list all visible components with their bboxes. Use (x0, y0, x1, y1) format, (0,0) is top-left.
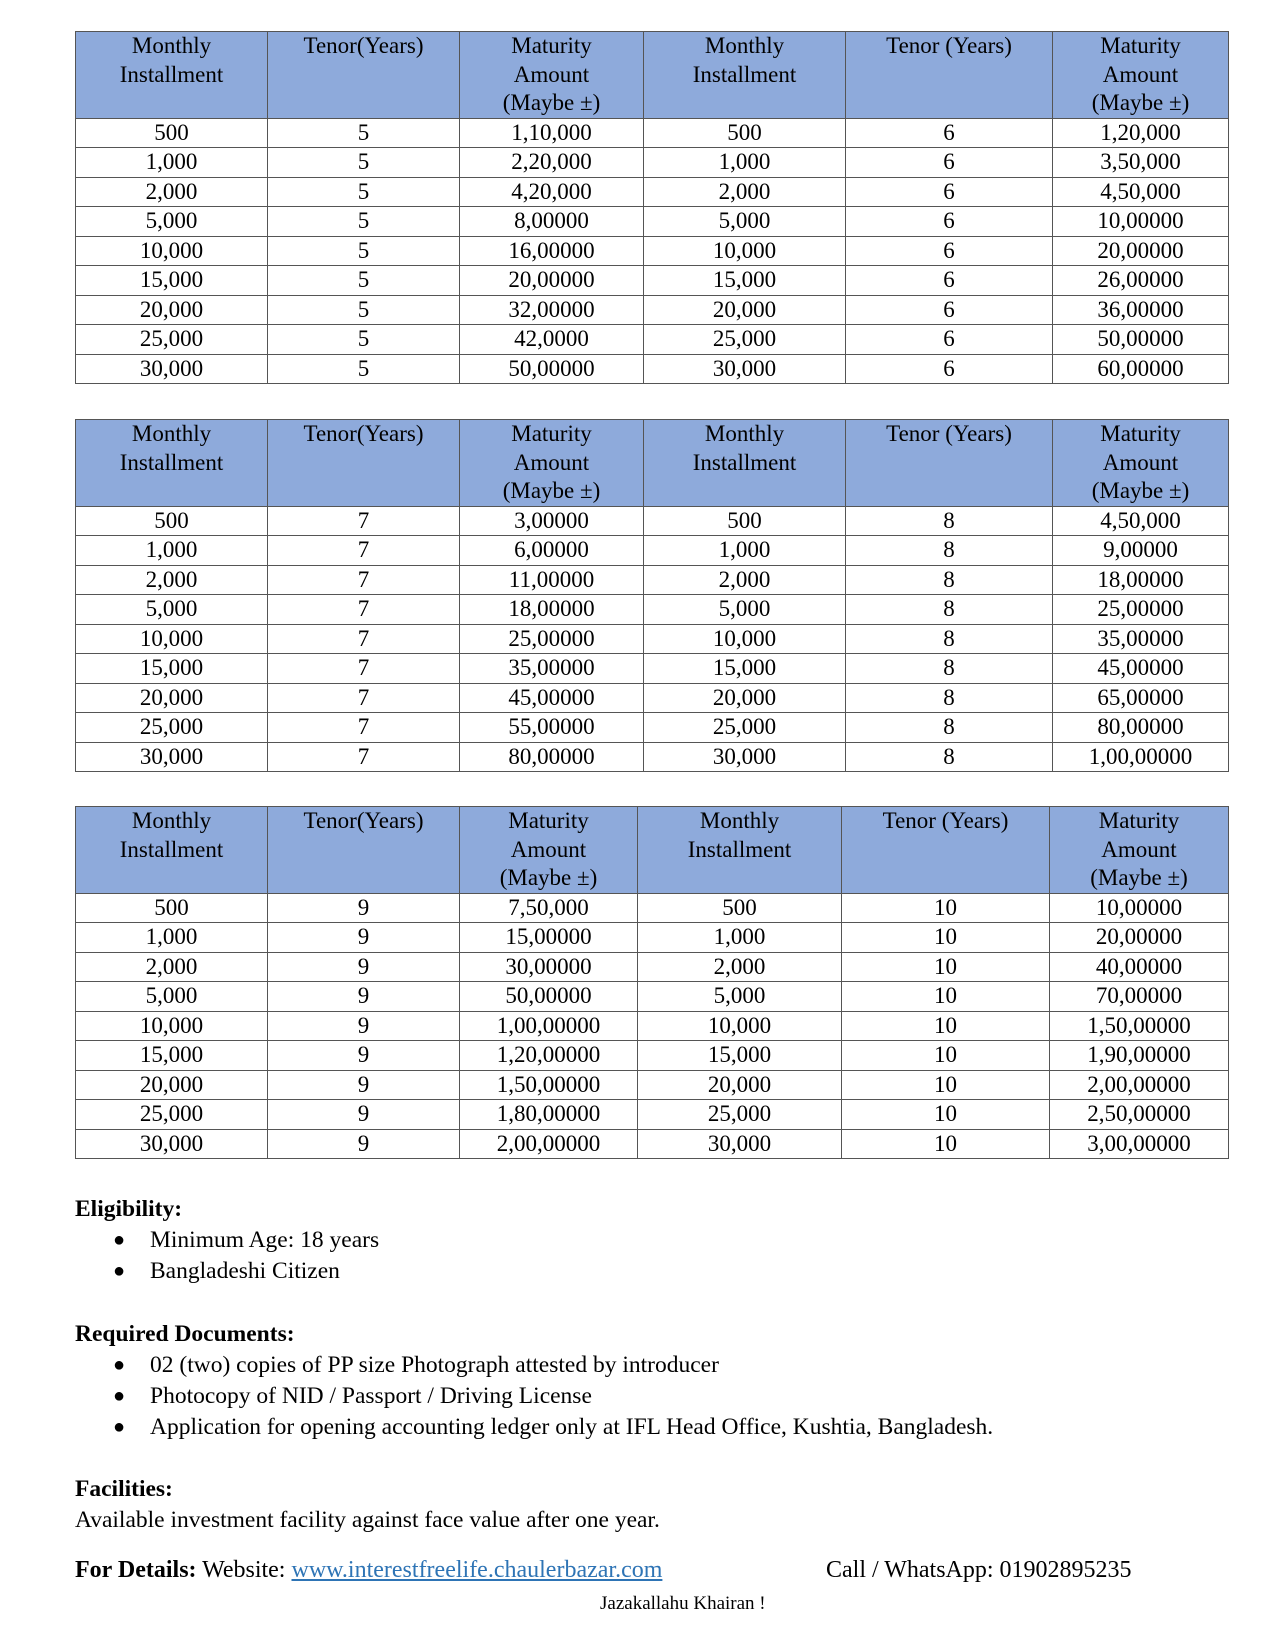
col-header-tenor: Tenor(Years) (268, 420, 460, 507)
table-cell: 10 (842, 952, 1050, 982)
table-cell: 2,000 (76, 952, 268, 982)
table-cell: 9 (268, 1070, 460, 1100)
table-cell: 5 (268, 325, 460, 355)
table-row (76, 683, 1229, 713)
table-cell: 9 (268, 982, 460, 1012)
table-cell: 6 (846, 148, 1053, 178)
table-cell: 3,00000 (460, 506, 644, 536)
table-cell: 2,000 (76, 177, 268, 207)
table-cell: 9,00000 (1053, 536, 1229, 566)
table-row (76, 982, 1229, 1012)
contact-details (75, 1554, 1225, 1586)
table-cell: 8 (846, 506, 1053, 536)
table-cell: 500 (644, 506, 846, 536)
closing-greeting: Jazakallahu Khairan ! (600, 1593, 766, 1614)
list-item (75, 1381, 993, 1412)
list-item (75, 1225, 379, 1256)
table-cell: 30,00000 (460, 952, 638, 982)
table-cell: 2,20,000 (460, 148, 644, 178)
table-cell: 1,000 (76, 148, 268, 178)
table-cell: 2,00,00000 (460, 1129, 638, 1159)
col-header-tenor: Tenor (Years) (846, 32, 1053, 119)
table-row (76, 207, 1229, 237)
col-header-maturity-amount: Maturity Amount (Maybe ±) (1053, 32, 1229, 119)
table-cell: 15,000 (644, 654, 846, 684)
table-row (76, 565, 1229, 595)
table-cell: 25,000 (644, 713, 846, 743)
table-cell: 5,000 (76, 595, 268, 625)
table-cell: 500 (76, 893, 268, 923)
table-cell: 6 (846, 266, 1053, 296)
table-cell: 10,000 (76, 624, 268, 654)
table-cell: 9 (268, 1041, 460, 1071)
maturity-table-5-6-years (75, 31, 1229, 384)
table-header-row (76, 807, 1229, 894)
table-cell: 5 (268, 295, 460, 325)
table-cell: 2,000 (644, 177, 846, 207)
table-cell: 7 (268, 536, 460, 566)
table-cell: 10,000 (644, 236, 846, 266)
table-cell: 1,000 (76, 536, 268, 566)
table-cell: 8 (846, 536, 1053, 566)
table-cell: 7 (268, 565, 460, 595)
table-row (76, 1100, 1229, 1130)
table-cell: 2,000 (76, 565, 268, 595)
table-cell: 2,00,00000 (1050, 1070, 1229, 1100)
table-cell: 10,00000 (1053, 207, 1229, 237)
table-cell: 5 (268, 236, 460, 266)
table-cell: 8 (846, 595, 1053, 625)
table-cell: 9 (268, 893, 460, 923)
table-cell: 7 (268, 624, 460, 654)
list-item-text: 02 (two) copies of PP size Photograph attested by introducer (150, 1352, 719, 1378)
table-cell: 3,00,00000 (1050, 1129, 1229, 1159)
table-cell: 1,000 (638, 923, 842, 953)
table-cell: 10,00000 (1050, 893, 1229, 923)
col-header-monthly-installment: Monthly Installment (644, 420, 846, 507)
table-cell: 4,20,000 (460, 177, 644, 207)
table-cell: 15,00000 (460, 923, 638, 953)
table-row (76, 654, 1229, 684)
table-cell: 500 (638, 893, 842, 923)
table-cell: 30,000 (76, 1129, 268, 1159)
table-cell: 18,00000 (1053, 565, 1229, 595)
website-link[interactable]: www.interestfreelife.chaulerbazar.com (291, 1557, 663, 1583)
table-cell: 25,000 (76, 1100, 268, 1130)
table-cell: 7 (268, 654, 460, 684)
list-item (75, 1412, 993, 1443)
table-cell: 7 (268, 683, 460, 713)
col-header-monthly-installment: Monthly Installment (638, 807, 842, 894)
table-header-row (76, 420, 1229, 507)
table-cell: 25,000 (76, 325, 268, 355)
table-cell: 20,00000 (1050, 923, 1229, 953)
table-cell: 7 (268, 595, 460, 625)
table-cell: 10 (842, 1129, 1050, 1159)
table-cell: 80,00000 (460, 742, 644, 772)
table-cell: 5,000 (638, 982, 842, 1012)
table-cell: 50,00000 (1053, 325, 1229, 355)
table-cell: 9 (268, 952, 460, 982)
table-cell: 30,000 (76, 742, 268, 772)
bullet-icon: ● (113, 1260, 126, 1282)
col-header-monthly-installment: Monthly Installment (76, 32, 268, 119)
table-cell: 16,00000 (460, 236, 644, 266)
table-cell: 10 (842, 1070, 1050, 1100)
col-header-monthly-installment: Monthly Installment (76, 420, 268, 507)
table-cell: 25,000 (638, 1100, 842, 1130)
documents-list (75, 1350, 993, 1443)
table-cell: 6 (846, 207, 1053, 237)
table-cell: 1,00,00000 (1053, 742, 1229, 772)
bullet-icon: ● (113, 1229, 126, 1251)
table-cell: 10,000 (638, 1011, 842, 1041)
table-cell: 20,000 (644, 683, 846, 713)
table-row (76, 1011, 1229, 1041)
table-cell: 9 (268, 1100, 460, 1130)
table-cell: 10,000 (76, 1011, 268, 1041)
table-cell: 10,000 (76, 236, 268, 266)
maturity-table-9-10-years (75, 806, 1229, 1159)
bullet-icon: ● (113, 1416, 126, 1438)
table-row (76, 177, 1229, 207)
table-cell: 7 (268, 742, 460, 772)
table-cell: 15,000 (638, 1041, 842, 1071)
table-cell: 50,00000 (460, 982, 638, 1012)
table-cell: 10 (842, 1041, 1050, 1071)
table-cell: 35,00000 (1053, 624, 1229, 654)
table-cell: 2,000 (638, 952, 842, 982)
table-row (76, 295, 1229, 325)
table-cell: 8 (846, 654, 1053, 684)
table-cell: 6 (846, 325, 1053, 355)
table-row (76, 236, 1229, 266)
required-documents-section (75, 1319, 993, 1443)
col-header-maturity-amount: Maturity Amount (Maybe ±) (1050, 807, 1229, 894)
table-row (76, 1129, 1229, 1159)
table-cell: 2,000 (644, 565, 846, 595)
table-cell: 9 (268, 923, 460, 953)
table-cell: 40,00000 (1050, 952, 1229, 982)
table-row (76, 536, 1229, 566)
col-header-tenor: Tenor(Years) (268, 807, 460, 894)
table-cell: 30,000 (644, 354, 846, 384)
documents-heading: Required Documents: (75, 1321, 295, 1347)
col-header-maturity-amount: Maturity Amount (Maybe ±) (1053, 420, 1229, 507)
table-row (76, 325, 1229, 355)
table-cell: 70,00000 (1050, 982, 1229, 1012)
table-cell: 7,50,000 (460, 893, 638, 923)
table-cell: 6 (846, 236, 1053, 266)
table-cell: 5,000 (644, 207, 846, 237)
table-cell: 36,00000 (1053, 295, 1229, 325)
col-header-monthly-installment: Monthly Installment (644, 32, 846, 119)
table-cell: 1,50,00000 (1050, 1011, 1229, 1041)
website-label: Website: (196, 1557, 292, 1583)
table-cell: 32,00000 (460, 295, 644, 325)
table-cell: 8 (846, 742, 1053, 772)
table-cell: 15,000 (76, 1041, 268, 1071)
table-cell: 7 (268, 506, 460, 536)
table-cell: 20,000 (76, 295, 268, 325)
table-cell: 10 (842, 1011, 1050, 1041)
table-cell: 42,0000 (460, 325, 644, 355)
table-cell: 45,00000 (460, 683, 644, 713)
table-cell: 500 (76, 506, 268, 536)
table-cell: 1,20,00000 (460, 1041, 638, 1071)
table-cell: 8 (846, 713, 1053, 743)
table-row (76, 354, 1229, 384)
bullet-icon: ● (113, 1385, 126, 1407)
eligibility-heading: Eligibility: (75, 1196, 183, 1222)
list-item (75, 1350, 993, 1381)
table-cell: 11,00000 (460, 565, 644, 595)
table-cell: 25,000 (76, 713, 268, 743)
table-cell: 6 (846, 295, 1053, 325)
table-cell: 5 (268, 118, 460, 148)
table-cell: 65,00000 (1053, 683, 1229, 713)
facilities-text: Available investment facility against face value after one year. (75, 1507, 660, 1533)
table-cell: 1,00,00000 (460, 1011, 638, 1041)
table-cell: 1,000 (644, 536, 846, 566)
table-row (76, 713, 1229, 743)
details-label: For Details: (75, 1557, 197, 1583)
list-item-text: Photocopy of NID / Passport / Driving License (150, 1383, 592, 1409)
table-cell: 20,000 (76, 1070, 268, 1100)
table-cell: 18,00000 (460, 595, 644, 625)
table-cell: 20,000 (638, 1070, 842, 1100)
table-cell: 1,20,000 (1053, 118, 1229, 148)
facilities-section (75, 1474, 660, 1536)
table-row (76, 742, 1229, 772)
table-cell: 35,00000 (460, 654, 644, 684)
col-header-tenor: Tenor(Years) (268, 32, 460, 119)
table-cell: 8,00000 (460, 207, 644, 237)
table-cell: 80,00000 (1053, 713, 1229, 743)
table-cell: 50,00000 (460, 354, 644, 384)
call-whatsapp-number: Call / WhatsApp: 01902895235 (826, 1557, 1132, 1583)
table-cell: 10 (842, 923, 1050, 953)
table-cell: 5 (268, 354, 460, 384)
table-row (76, 506, 1229, 536)
table-cell: 1,80,00000 (460, 1100, 638, 1130)
table-cell: 5 (268, 207, 460, 237)
col-header-tenor: Tenor (Years) (842, 807, 1050, 894)
col-header-tenor: Tenor (Years) (846, 420, 1053, 507)
table-row (76, 923, 1229, 953)
table-cell: 25,00000 (1053, 595, 1229, 625)
table-cell: 20,000 (644, 295, 846, 325)
table-row (76, 595, 1229, 625)
table-cell: 15,000 (76, 654, 268, 684)
table-cell: 20,000 (76, 683, 268, 713)
table-cell: 25,00000 (460, 624, 644, 654)
table-cell: 500 (644, 118, 846, 148)
table-cell: 4,50,000 (1053, 506, 1229, 536)
table-cell: 20,00000 (460, 266, 644, 296)
maturity-table-7-8-years (75, 419, 1229, 772)
table-cell: 1,50,00000 (460, 1070, 638, 1100)
table-header-row (76, 32, 1229, 119)
table-cell: 10 (842, 893, 1050, 923)
col-header-maturity-amount: Maturity Amount (Maybe ±) (460, 807, 638, 894)
table-cell: 500 (76, 118, 268, 148)
table-cell: 1,10,000 (460, 118, 644, 148)
table-cell: 8 (846, 683, 1053, 713)
table-cell: 5 (268, 148, 460, 178)
table-cell: 2,50,00000 (1050, 1100, 1229, 1130)
table-cell: 6 (846, 177, 1053, 207)
table-cell: 10 (842, 1100, 1050, 1130)
table-cell: 6,00000 (460, 536, 644, 566)
table-cell: 4,50,000 (1053, 177, 1229, 207)
col-header-monthly-installment: Monthly Installment (76, 807, 268, 894)
eligibility-list (75, 1225, 379, 1287)
table-cell: 30,000 (76, 354, 268, 384)
list-item (75, 1256, 379, 1287)
table-cell: 7 (268, 713, 460, 743)
bullet-icon: ● (113, 1354, 126, 1376)
table-cell: 1,90,00000 (1050, 1041, 1229, 1071)
eligibility-section (75, 1194, 379, 1287)
table-row (76, 148, 1229, 178)
table-cell: 45,00000 (1053, 654, 1229, 684)
table-cell: 8 (846, 565, 1053, 595)
table-cell: 5,000 (76, 207, 268, 237)
table-cell: 60,00000 (1053, 354, 1229, 384)
table-cell: 25,000 (644, 325, 846, 355)
table-row (76, 118, 1229, 148)
table-cell: 9 (268, 1129, 460, 1159)
table-cell: 8 (846, 624, 1053, 654)
col-header-maturity-amount: Maturity Amount (Maybe ±) (460, 32, 644, 119)
table-cell: 15,000 (644, 266, 846, 296)
table-row (76, 952, 1229, 982)
table-cell: 30,000 (644, 742, 846, 772)
table-row (76, 266, 1229, 296)
table-cell: 15,000 (76, 266, 268, 296)
list-item-text: Minimum Age: 18 years (150, 1227, 380, 1253)
table-row (76, 1041, 1229, 1071)
table-cell: 1,000 (644, 148, 846, 178)
table-cell: 6 (846, 118, 1053, 148)
table-cell: 10 (842, 982, 1050, 1012)
list-item-text: Bangladeshi Citizen (150, 1258, 340, 1284)
table-cell: 9 (268, 1011, 460, 1041)
list-item-text: Application for opening accounting ledger only at IFL Head Office, Kushtia, Bangladesh. (150, 1414, 994, 1440)
table-cell: 20,00000 (1053, 236, 1229, 266)
table-cell: 30,000 (638, 1129, 842, 1159)
facilities-heading: Facilities: (75, 1476, 173, 1502)
table-cell: 5,000 (76, 982, 268, 1012)
table-cell: 5 (268, 266, 460, 296)
table-cell: 26,00000 (1053, 266, 1229, 296)
col-header-maturity-amount: Maturity Amount (Maybe ±) (460, 420, 644, 507)
table-cell: 10,000 (644, 624, 846, 654)
table-cell: 5 (268, 177, 460, 207)
table-cell: 5,000 (644, 595, 846, 625)
table-cell: 3,50,000 (1053, 148, 1229, 178)
table-row (76, 1070, 1229, 1100)
table-cell: 6 (846, 354, 1053, 384)
table-cell: 55,00000 (460, 713, 644, 743)
table-row (76, 893, 1229, 923)
table-row (76, 624, 1229, 654)
table-cell: 1,000 (76, 923, 268, 953)
